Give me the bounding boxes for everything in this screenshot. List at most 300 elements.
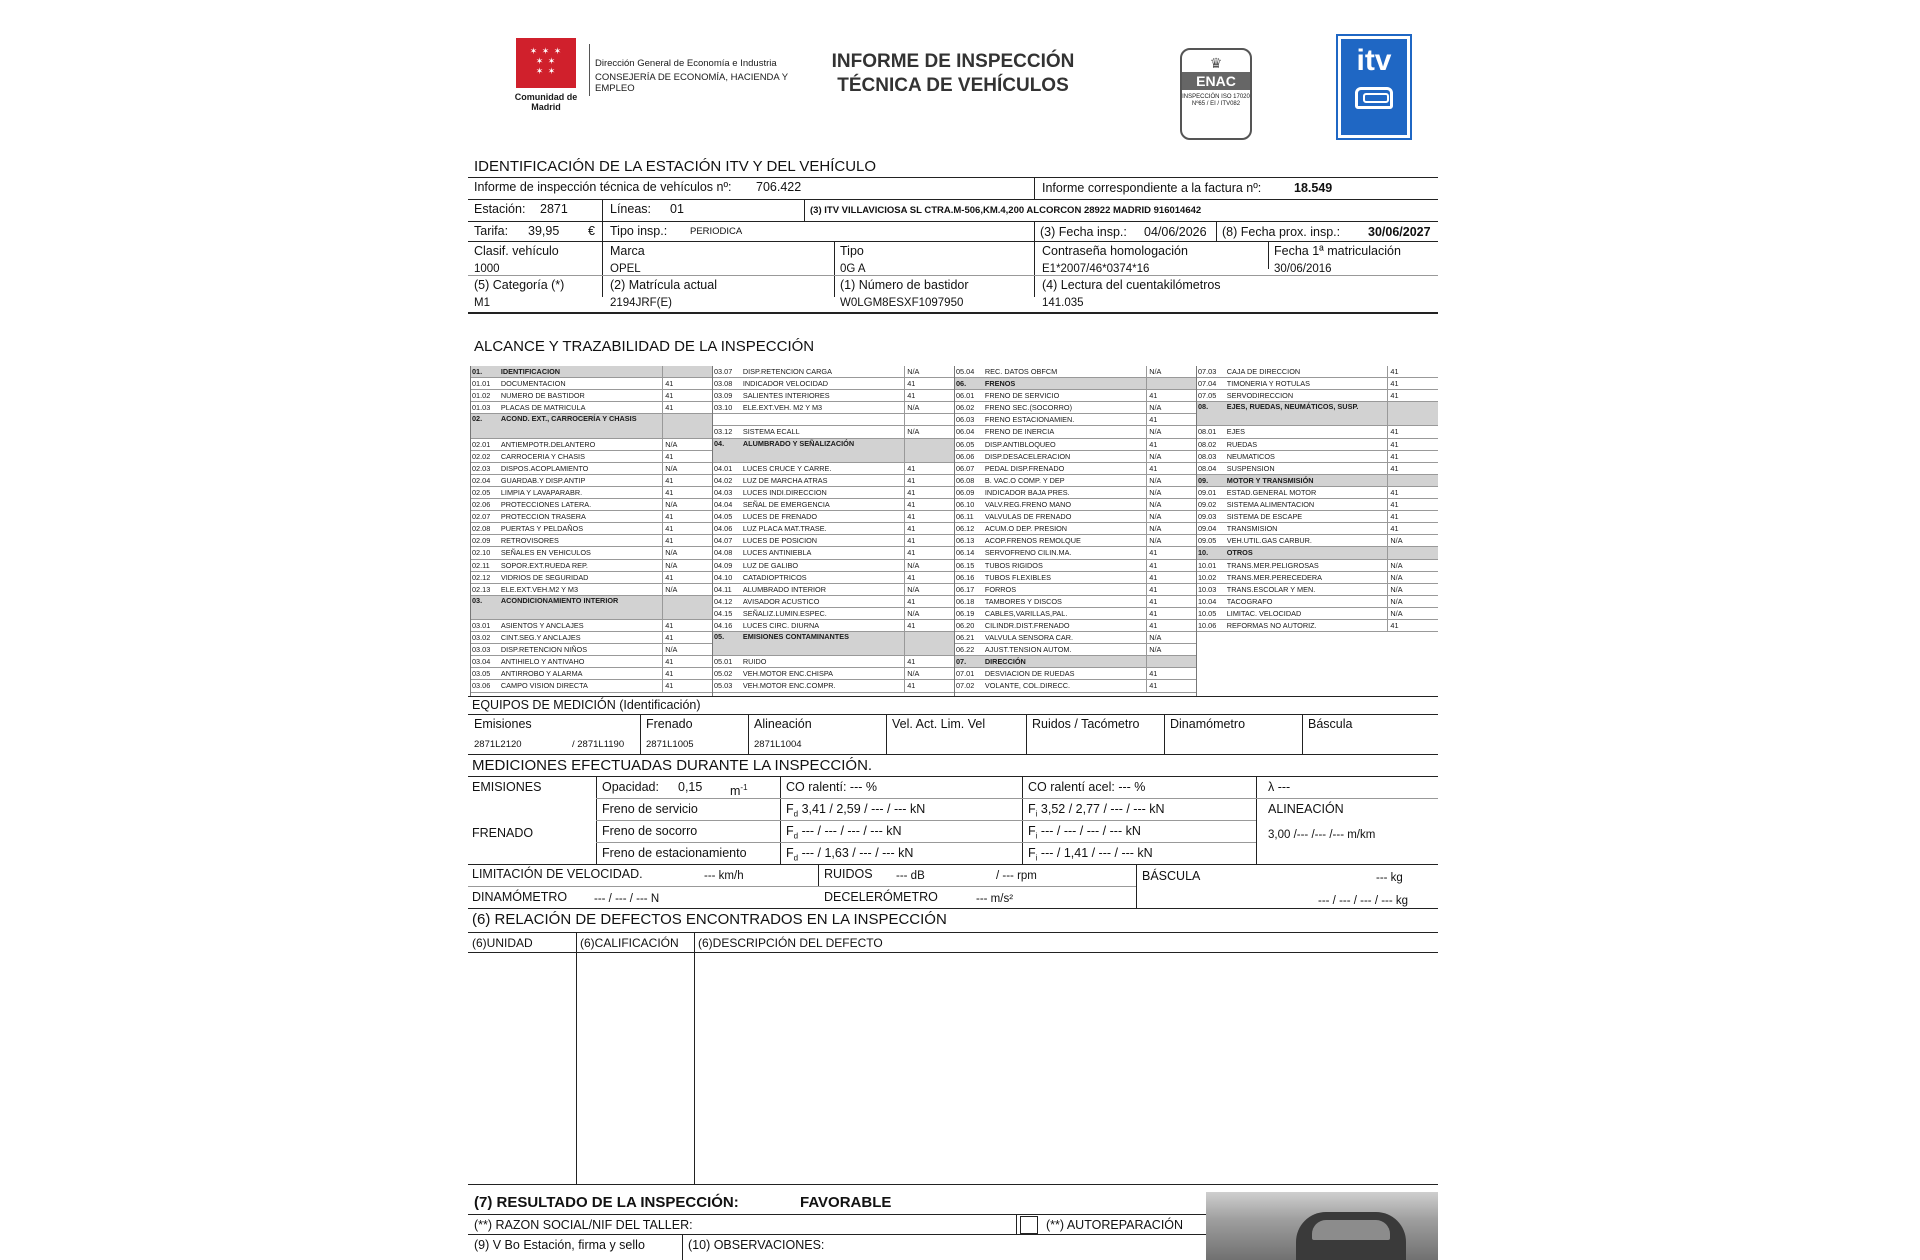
scope-section-header [471,596,713,620]
scope-row [1197,366,1438,378]
scope-item-status: N/A [662,463,713,474]
emergency-brake-fd-value: --- / --- / --- / --- kN [801,824,902,838]
scope-item-code: 10.02 [1198,572,1217,582]
station-label: Estación: [474,202,526,216]
scope-row [713,547,955,559]
scope-item-name: ACONDICIONAMIENTO INTERIOR [500,595,619,605]
scope-item-name: OTROS [1226,548,1253,558]
scope-item-name: LUCES DE FRENADO [742,512,818,522]
lines-label: Líneas: [610,202,652,216]
scope-item-status: 41 [662,620,713,631]
parking-brake-label: Freno de estacionamiento [602,846,747,860]
eq-scale-label: Báscula [1308,717,1353,731]
comunidad-madrid-flag-logo [516,38,576,88]
scope-item-status: 41 [1387,390,1438,401]
defects-col-description: (6)DESCRIPCIÓN DEL DEFECTO [698,936,883,950]
scope-item-status: 41 [1146,439,1197,450]
parking-brake-fd-value: --- / 1,63 / --- / --- kN [801,846,914,860]
scope-item-status: N/A [1146,632,1197,643]
scope-row [713,668,955,680]
scope-row [1197,439,1438,451]
scope-item-status: 41 [662,402,713,413]
scope-item-status: 41 [904,390,955,401]
scope-item-status: N/A [1146,366,1197,377]
insp-date-value: 04/06/2026 [1144,225,1207,239]
scope-row [955,511,1197,523]
scope-item-status: N/A [904,668,955,679]
scope-row [713,414,955,426]
class-label: Clasif. vehículo [474,244,559,258]
scope-row [713,584,955,596]
scope-item-status: N/A [662,560,713,571]
scope-item-name: PLACAS DE MATRICULA [500,403,586,413]
scope-item-code [713,414,743,425]
scope-row [471,680,713,692]
scope-item-status: 41 [1146,668,1197,679]
scope-item-name: ALUMBRADO Y SEÑALIZACIÓN [742,438,855,448]
scope-item-code: 09.01 [1198,487,1217,497]
scope-item-status: N/A [662,439,713,450]
scope-row [1197,451,1438,463]
scope-item-status: N/A [904,366,955,377]
scope-item-name: PEDAL DISP.FRENADO [984,463,1065,473]
fi-symbol: F [1028,802,1036,816]
co-idle-accel: CO ralentí acel: --- % [1028,780,1146,794]
scope-item-name: VEH.UTIL.GAS CARBUR. [1226,536,1312,546]
logo-divider [589,44,590,96]
scope-row [471,475,713,487]
scope-item-status: N/A [904,426,955,437]
scope-item-code: 05. [714,632,725,642]
scope-row [955,451,1197,463]
scope-item-name: ANTIRROBO Y ALARMA [500,669,583,679]
scope-item-code: 07. [956,657,967,667]
eq-speed-label: Vel. Act. Lim. Vel [892,717,986,731]
scope-row [1197,560,1438,572]
scope-item-status: N/A [1146,523,1197,534]
scope-item-code: 03.10 [714,403,733,413]
scope-item-status [904,632,955,655]
scope-section-header [1197,475,1438,487]
defects-col-unit: (6)UNIDAD [472,936,533,950]
scope-item-code: 02. [472,414,483,424]
scope-item-code: 04.04 [714,500,733,510]
scope-item-status: 41 [1146,584,1197,595]
fd-symbol: F [786,846,794,860]
scope-item-code: 02.03 [472,463,491,473]
fee-currency: € [588,224,595,238]
scope-item-status [662,414,713,437]
scope-item-status: 41 [904,656,955,667]
scope-item-status: 41 [662,572,713,583]
identification-title: IDENTIFICACIÓN DE LA ESTACIÓN ITV Y DEL VEHÍCULO [474,158,877,175]
scope-row [713,487,955,499]
scope-item-name: RUIDO [742,657,767,667]
scope-row [1197,523,1438,535]
noise-rpm: / --- rpm [996,870,1037,882]
next-date-value: 30/06/2027 [1368,225,1431,239]
scope-item-code: 08.01 [1198,427,1217,437]
class-value: 1000 [474,263,500,275]
scope-item-status: 41 [1387,523,1438,534]
scope-item-name: PUERTAS Y PELDAÑOS [500,524,584,534]
scope-item-name: CARROCERIA Y CHASIS [500,451,585,461]
scope-row [955,584,1197,596]
homologation-label: Contraseña homologación [1042,244,1188,258]
scope-item-name: TRANS.MER.PELIGROSAS [1226,560,1319,570]
scope-item-name: ANTIEMPOTR.DELANTERO [500,439,596,449]
report-number-label: Informe de inspección técnica de vehículos nº: [474,180,732,194]
scope-item-code: 01.02 [472,391,491,401]
scope-item-name: MOTOR Y TRANSMISIÓN [1226,475,1314,485]
scope-item-name: DISPOS.ACOPLAMIENTO [500,463,589,473]
scope-item-name: TUBOS FLEXIBLES [984,572,1051,582]
itv-logo [1338,36,1410,138]
scope-row [713,390,955,402]
fd-symbol: F [786,824,794,838]
enac-seal [1180,48,1252,140]
scope-item-code: 03. [472,595,483,605]
scope-item-name: RUEDAS [1226,439,1258,449]
scope-item-name: DOCUMENTACION [500,379,566,389]
scope-item-code: 03.01 [472,620,491,630]
scope-row [955,596,1197,608]
scope-item-name: EMISIONES CONTAMINANTES [742,632,849,642]
scope-row [1197,390,1438,402]
scope-item-code: 10.05 [1198,608,1217,618]
result-label: (7) RESULTADO DE LA INSPECCIÓN: [474,1194,739,1211]
eq-emissions-value-2: / 2871L1190 [572,739,625,750]
scope-row [713,499,955,511]
scope-row [955,414,1197,426]
scope-item-code: 07.05 [1198,391,1217,401]
scope-item-name: TUBOS RIGIDOS [984,560,1043,570]
scope-item-code: 05.04 [956,367,975,376]
scope-row [955,668,1197,680]
scope-item-code: 03.04 [472,657,491,667]
scope-item-status: 41 [1146,390,1197,401]
scope-item-code: 03.05 [472,669,491,679]
fee-label: Tarifa: [474,224,509,238]
scope-item-name: SOPOR.EXT.RUEDA REP. [500,560,588,570]
scope-item-code: 01. [472,367,483,376]
scope-row [955,560,1197,572]
scope-item-status: 41 [1387,620,1438,631]
eq-brakes-label: Frenado [646,717,693,731]
scope-item-status: N/A [1146,487,1197,498]
car-icon [1355,87,1393,109]
vin-label: (1) Número de bastidor [840,278,969,292]
scope-item-code: 02.10 [472,548,491,558]
opacity-label: Opacidad: [602,780,659,794]
fi-subscript: i [1035,809,1038,819]
scope-row [1197,608,1438,620]
scope-item-code: 06.02 [956,403,975,413]
scope-item-status: 41 [662,378,713,389]
defects-title: (6) RELACIÓN DE DEFECTOS ENCONTRADOS EN LA INSPECCIÓN [472,911,947,928]
scope-item-status: 41 [1146,547,1197,558]
scope-item-status: 41 [662,487,713,498]
scope-item-name: AVISADOR ACUSTICO [742,596,820,606]
scope-item-status: N/A [1146,451,1197,462]
insp-date-label: (3) Fecha insp.: [1040,225,1127,239]
scope-item-code: 02.04 [472,475,491,485]
scope-item-code: 05.03 [714,681,733,691]
scope-item-code: 02.01 [472,439,491,449]
scope-item-name: VIDRIOS DE SEGURIDAD [500,572,589,582]
scope-item-name: ELE.EXT.VEH.M2 Y M3 [500,584,579,594]
scope-item-name: DISP.RETENCION NIÑOS [500,645,588,655]
scope-item-status: N/A [1387,608,1438,619]
scope-item-code: 01.01 [472,379,491,389]
scope-row [471,402,713,414]
scope-item-code: 06.13 [956,536,975,546]
service-brake-label: Freno de servicio [602,802,698,816]
scope-item-name: SEÑALIZ.LUMIN.ESPEC. [742,608,827,618]
scope-item-name: TRANSMISION [1226,524,1278,534]
scope-row [1197,487,1438,499]
scope-row [955,426,1197,438]
scope-item-name: SERVOFRENO CILIN.MA. [984,548,1072,558]
scope-item-status: 41 [1387,426,1438,437]
parking-brake-fd [786,846,913,866]
scope-item-name: ACOP.FRENOS REMOLQUE [984,536,1081,546]
invoice-value: 18.549 [1294,181,1333,195]
scope-item-name: TACOGRAFO [1226,596,1273,606]
scope-item-code: 10.01 [1198,560,1217,570]
scope-item-status: N/A [904,402,955,413]
scale-label: BÁSCULA [1142,869,1201,883]
scope-section-header [713,439,955,463]
scope-item-status: 41 [904,523,955,534]
scope-item-status: N/A [1387,596,1438,607]
scope-item-name: CAMPO VISION DIRECTA [500,681,588,691]
scope-item-name: ALUMBRADO INTERIOR [742,584,826,594]
scope-item-name: INDICADOR BAJA PRES. [984,487,1070,497]
scope-item-status: N/A [1387,560,1438,571]
scope-item-code: 06. [956,379,967,389]
scope-item-code: 04.07 [714,536,733,546]
scope-row [713,463,955,475]
enac-name: ENAC [1182,72,1250,90]
scope-item-name: FRENOS [984,379,1016,389]
scope-row [955,632,1197,644]
scope-item-status: N/A [1146,511,1197,522]
scope-row [1197,584,1438,596]
itv-logo-text: itv [1356,44,1392,77]
fi-subscript: i [1035,853,1038,863]
speed-limit-label: LIMITACIÓN DE VELOCIDAD. [472,867,643,881]
scope-item-code: 03.07 [714,367,733,376]
noise-label: RUIDOS [824,867,873,881]
scope-item-name: FORROS [984,584,1017,594]
scope-item-code: 06.05 [956,439,975,449]
scope-item-status: N/A [662,499,713,510]
scope-item-code: 03.02 [472,633,491,643]
scope-row [1197,572,1438,584]
scope-item-status: N/A [904,584,955,595]
emergency-brake-label: Freno de socorro [602,824,698,838]
category-value: M1 [474,297,490,309]
opacity-unit [730,780,748,799]
scope-item-name: ELE.EXT.VEH. M2 Y M3 [742,403,823,413]
scope-row [713,475,955,487]
department-line-2: CONSEJERÍA DE ECONOMÍA, HACIENDA Y EMPLEO [595,72,788,94]
scope-item-code: 06.14 [956,548,975,558]
scope-item-name: CABLES,VARILLAS,PAL. [984,608,1068,618]
scope-item-code: 02.09 [472,536,491,546]
decel-label: DECELERÓMETRO [824,890,938,904]
vin-value: W0LGM8ESXF1097950 [840,297,964,309]
scope-item-code: 06.03 [956,415,975,425]
scope-item-code: 06.11 [956,512,974,522]
scope-item-code: 09.04 [1198,524,1217,534]
scope-row [471,632,713,644]
scope-item-status [1146,378,1197,389]
scope-row [471,378,713,390]
plate-label: (2) Matrícula actual [610,278,717,292]
scope-section-header [1197,547,1438,559]
scope-item-name: IDENTIFICACION [500,367,561,376]
scope-section-header [471,366,713,378]
scope-row [1197,620,1438,632]
scope-row [471,547,713,559]
scope-column-3 [954,366,1197,696]
scope-item-status: 41 [1146,620,1197,631]
scope-item-status: N/A [1146,535,1197,546]
scope-item-code: 06.01 [956,391,975,401]
scope-item-code: 08.04 [1198,463,1217,473]
scope-row [955,644,1197,656]
plate-value: 2194JRF(E) [610,297,672,309]
scope-row [713,596,955,608]
type-label: Tipo [840,244,864,258]
scope-item-status: 41 [1146,680,1197,691]
scope-item-code: 04. [714,438,725,448]
scope-item-code: 09.03 [1198,512,1217,522]
scope-item-name: ACOND. EXT., CARROCERÍA Y CHASIS [500,414,637,424]
dyno-label: DINAMÓMETRO [472,890,568,904]
scope-row [955,402,1197,414]
scope-item-status: 41 [1146,463,1197,474]
scope-item-name: ESTAD.GENERAL MOTOR [1226,487,1317,497]
scope-item-status: 41 [662,668,713,679]
scope-item-name: CILINDR.DIST.FRENADO [984,620,1070,630]
scope-row [955,487,1197,499]
scope-item-name [743,414,904,425]
scope-item-name: SALIENTES INTERIORES [742,391,830,401]
scope-item-status: 41 [662,535,713,546]
scope-item-name: VEH.MOTOR ENC.COMPR. [742,681,836,691]
scope-row [1197,511,1438,523]
scope-item-code: 07.01 [956,669,975,679]
scope-item-code: 02.13 [472,584,491,594]
scope-item-code: 06.20 [956,620,975,630]
department-line-1: Dirección General de Economía e Industria [595,58,777,69]
scope-item-code: 07.02 [956,681,975,691]
scope-item-name: REFORMAS NO AUTORIZ. [1226,620,1317,630]
scope-item-code: 02.08 [472,524,491,534]
scope-item-status: 41 [904,680,955,691]
scope-item-code: 08. [1198,402,1209,412]
scope-row [713,535,955,547]
scope-section-header [471,414,713,438]
scope-item-status: N/A [662,547,713,558]
scope-item-name: NUMERO DE BASTIDOR [500,391,585,401]
scope-item-status: N/A [1387,535,1438,546]
scope-item-code: 10. [1198,548,1209,558]
scope-item-name: LUCES DE POSICION [742,536,818,546]
scope-row [713,620,955,632]
scope-item-name: TAMBORES Y DISCOS [984,596,1062,606]
scope-row [955,499,1197,511]
scope-item-code: 06.07 [956,463,975,473]
scope-item-name: VALVULAS DE FRENADO [984,512,1072,522]
scope-row [1197,426,1438,438]
scope-section-header [1197,402,1438,426]
scope-item-status: 41 [1146,608,1197,619]
opacity-unit-text: m [730,784,741,799]
scope-row [955,475,1197,487]
dyno-value: --- / --- / --- N [594,893,660,905]
scope-item-status: 41 [904,572,955,583]
scope-item-name: LUZ DE GALIBO [742,560,799,570]
scope-section-header [713,632,955,656]
observations-label: (10) OBSERVACIONES: [688,1238,825,1252]
scope-item-code: 05.01 [714,657,733,667]
inspection-report-page [468,30,1438,1260]
scope-item-status: 41 [1387,378,1438,389]
scope-row [713,680,955,692]
fi-subscript: i [1035,831,1038,841]
scope-item-status: 41 [1387,511,1438,522]
type-value: 0G A [840,263,866,275]
scope-item-name: SERVODIRECCION [1226,391,1294,401]
scope-item-status: N/A [662,584,713,595]
self-repair-checkbox[interactable] [1020,1216,1038,1234]
service-brake-fd-value: 3,41 / 2,59 / --- / --- kN [801,802,926,816]
equipment-title: EQUIPOS DE MEDICIÓN (Identificación) [472,698,701,712]
scope-column-1 [470,366,713,696]
scope-section-header [955,656,1197,668]
scope-item-code: 10.06 [1198,620,1217,630]
result-value: FAVORABLE [800,1194,892,1211]
scope-row [955,572,1197,584]
scope-item-name: B. VAC.O COMP. Y DEP [984,475,1065,485]
scope-row [713,511,955,523]
scope-item-code: 06.06 [956,451,975,461]
scope-row [955,463,1197,475]
scope-row [955,680,1197,692]
scope-row [471,439,713,451]
scope-item-name: CATADIOPTRICOS [742,572,807,582]
scope-item-name: NEUMATICOS [1226,451,1275,461]
scope-item-code: 02.05 [472,487,491,497]
scope-item-status: 41 [662,451,713,462]
homologation-value: E1*2007/46*0374*16 [1042,263,1150,275]
scope-item-code: 06.19 [956,608,975,618]
scope-item-status: 41 [1387,487,1438,498]
scope-row [713,402,955,414]
scope-item-code: 10.04 [1198,596,1217,606]
scope-item-name: REC. DATOS OBFCM [984,367,1058,376]
scope-item-name: SUSPENSION [1226,463,1275,473]
scope-row [955,535,1197,547]
co-idle: CO ralentí: --- % [786,780,877,794]
scope-item-name: ANTIHIELO Y ANTIVAHO [500,657,585,667]
scope-item-status: 41 [1387,366,1438,377]
scope-item-name: VALV.REG.FRENO MANO [984,500,1072,510]
